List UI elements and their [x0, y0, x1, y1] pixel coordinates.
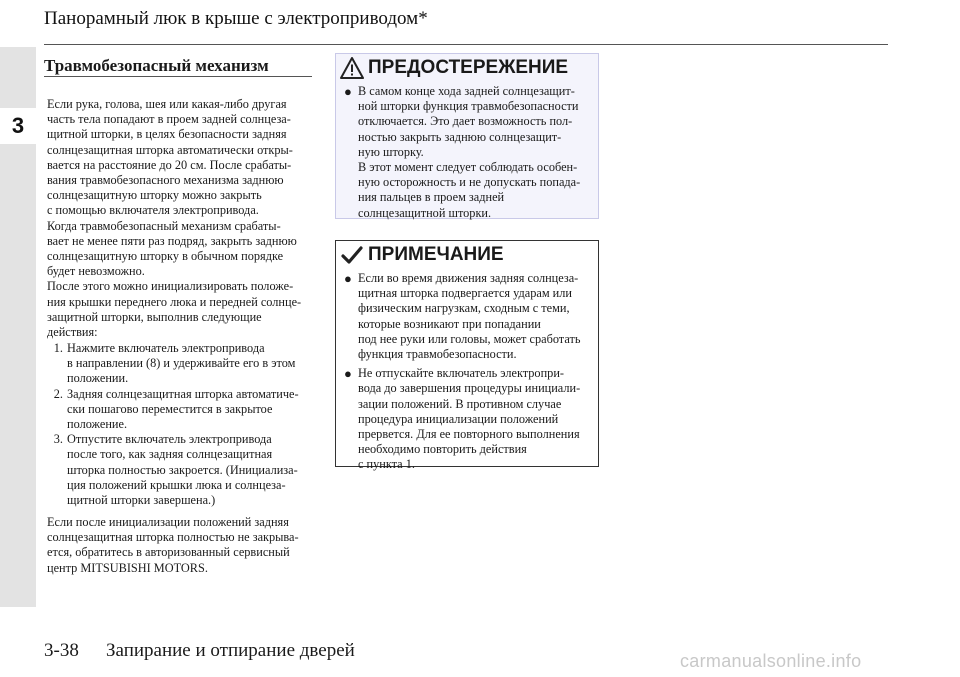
note-box — [335, 240, 599, 472]
page-header-title: Панорамный люк в крыше с электроприводом* — [44, 8, 428, 29]
warning-title: ПРЕДОСТЕРЕЖЕНИЕ — [368, 57, 569, 79]
warning-triangle-icon — [340, 56, 364, 80]
step-item: 3. Отпустите включатель электропривода после того, как задняя солнцезащитная шторка полностью закроется. (Инициализа- ция положений крышки люка и солнцеза- щитной шторки завершена.) — [66, 432, 315, 508]
note-body — [336, 269, 598, 473]
chapter-tab: 3 — [0, 108, 36, 144]
warning-item-text: В самом конце хода задней солнцезащит- ной шторки функция травмобезопасности отключается. Это дает возможность пол- ностью закрыть заднюю солнцезащит- ную шторку. В этот момент следует соблюдать особен- ную осторожность и не допускать попада- ния пальцев в проем задней солнцезащитной шторки. — [358, 84, 581, 220]
steps-list — [47, 341, 315, 508]
warning-item — [344, 84, 592, 221]
note-item — [344, 271, 592, 362]
bullet-icon: ● — [344, 366, 352, 382]
footer-section-title: Запирание и отпирание дверей — [106, 640, 355, 661]
checkmark-icon — [340, 243, 364, 267]
note-item — [344, 366, 592, 472]
warning-box — [335, 53, 599, 219]
header-divider — [44, 44, 888, 45]
step-item: 2. Задняя солнцезащитная шторка автоматиче- ски пошагово переместится в закрытое положение. — [66, 387, 315, 433]
note-item-text: Если во время движения задняя солнцеза- щитная шторка подвергается ударам или физическим нагрузкам, сходным с теми, которые возникают при попадании под нее руки или головы, может сработать функция травмобезопасности. — [358, 271, 581, 362]
watermark: carmanualsonline.info — [680, 651, 862, 671]
outro-paragraph: Если после инициализации положений задняя солнцезащитная шторка полностью не закрыва- ется, обратитесь в авторизованный сервисный центр MITSUBISHI MOTORS. — [47, 515, 299, 575]
warning-header — [336, 54, 598, 82]
outro-text-block — [47, 515, 315, 576]
step-item: 1. Нажмите включатель электропривода в направлении (8) и удерживайте его в этом положении. — [66, 341, 315, 387]
steps-block — [47, 341, 315, 508]
section-title: Травмобезопасный механизм — [44, 56, 269, 75]
note-item-text: Не отпускайте включатель электропри- вода до завершения процедуры инициали- зации положений. В противном случае процедура инициализации положений прервется. Для ее повторного выполнения необходимо повторить действия с пункта 1. — [358, 366, 581, 472]
bullet-icon: ● — [344, 84, 352, 99]
bullet-icon: ● — [344, 271, 352, 286]
page-number: 3-38 — [44, 640, 79, 661]
note-title: ПРИМЕЧАНИЕ — [368, 244, 504, 266]
note-header — [336, 241, 598, 269]
intro-paragraph: Если рука, голова, шея или какая-либо другая часть тела попадают в проем задней солнцеза- щитной шторки, в целях безопасности задняя солнцезащитная шторка автоматически откры- вается на расстояние до 20 см. После срабаты- вания травмобезопасного механизма заднюю солнцезащитную шторку можно закрыть с помощью включателя электропривода. Когда травмобезопасный механизм срабаты- вает не менее пяти раз подряд, закрыть заднюю солнцезащитную шторку в обычном порядке будет невозможно. После этого можно инициализировать положе- ния крышки переднего люка и передней солнце- защитной шторки, выполнив следующие действия: — [47, 97, 302, 340]
section-divider — [44, 76, 312, 77]
warning-body — [336, 82, 598, 221]
intro-text-block — [47, 97, 315, 340]
